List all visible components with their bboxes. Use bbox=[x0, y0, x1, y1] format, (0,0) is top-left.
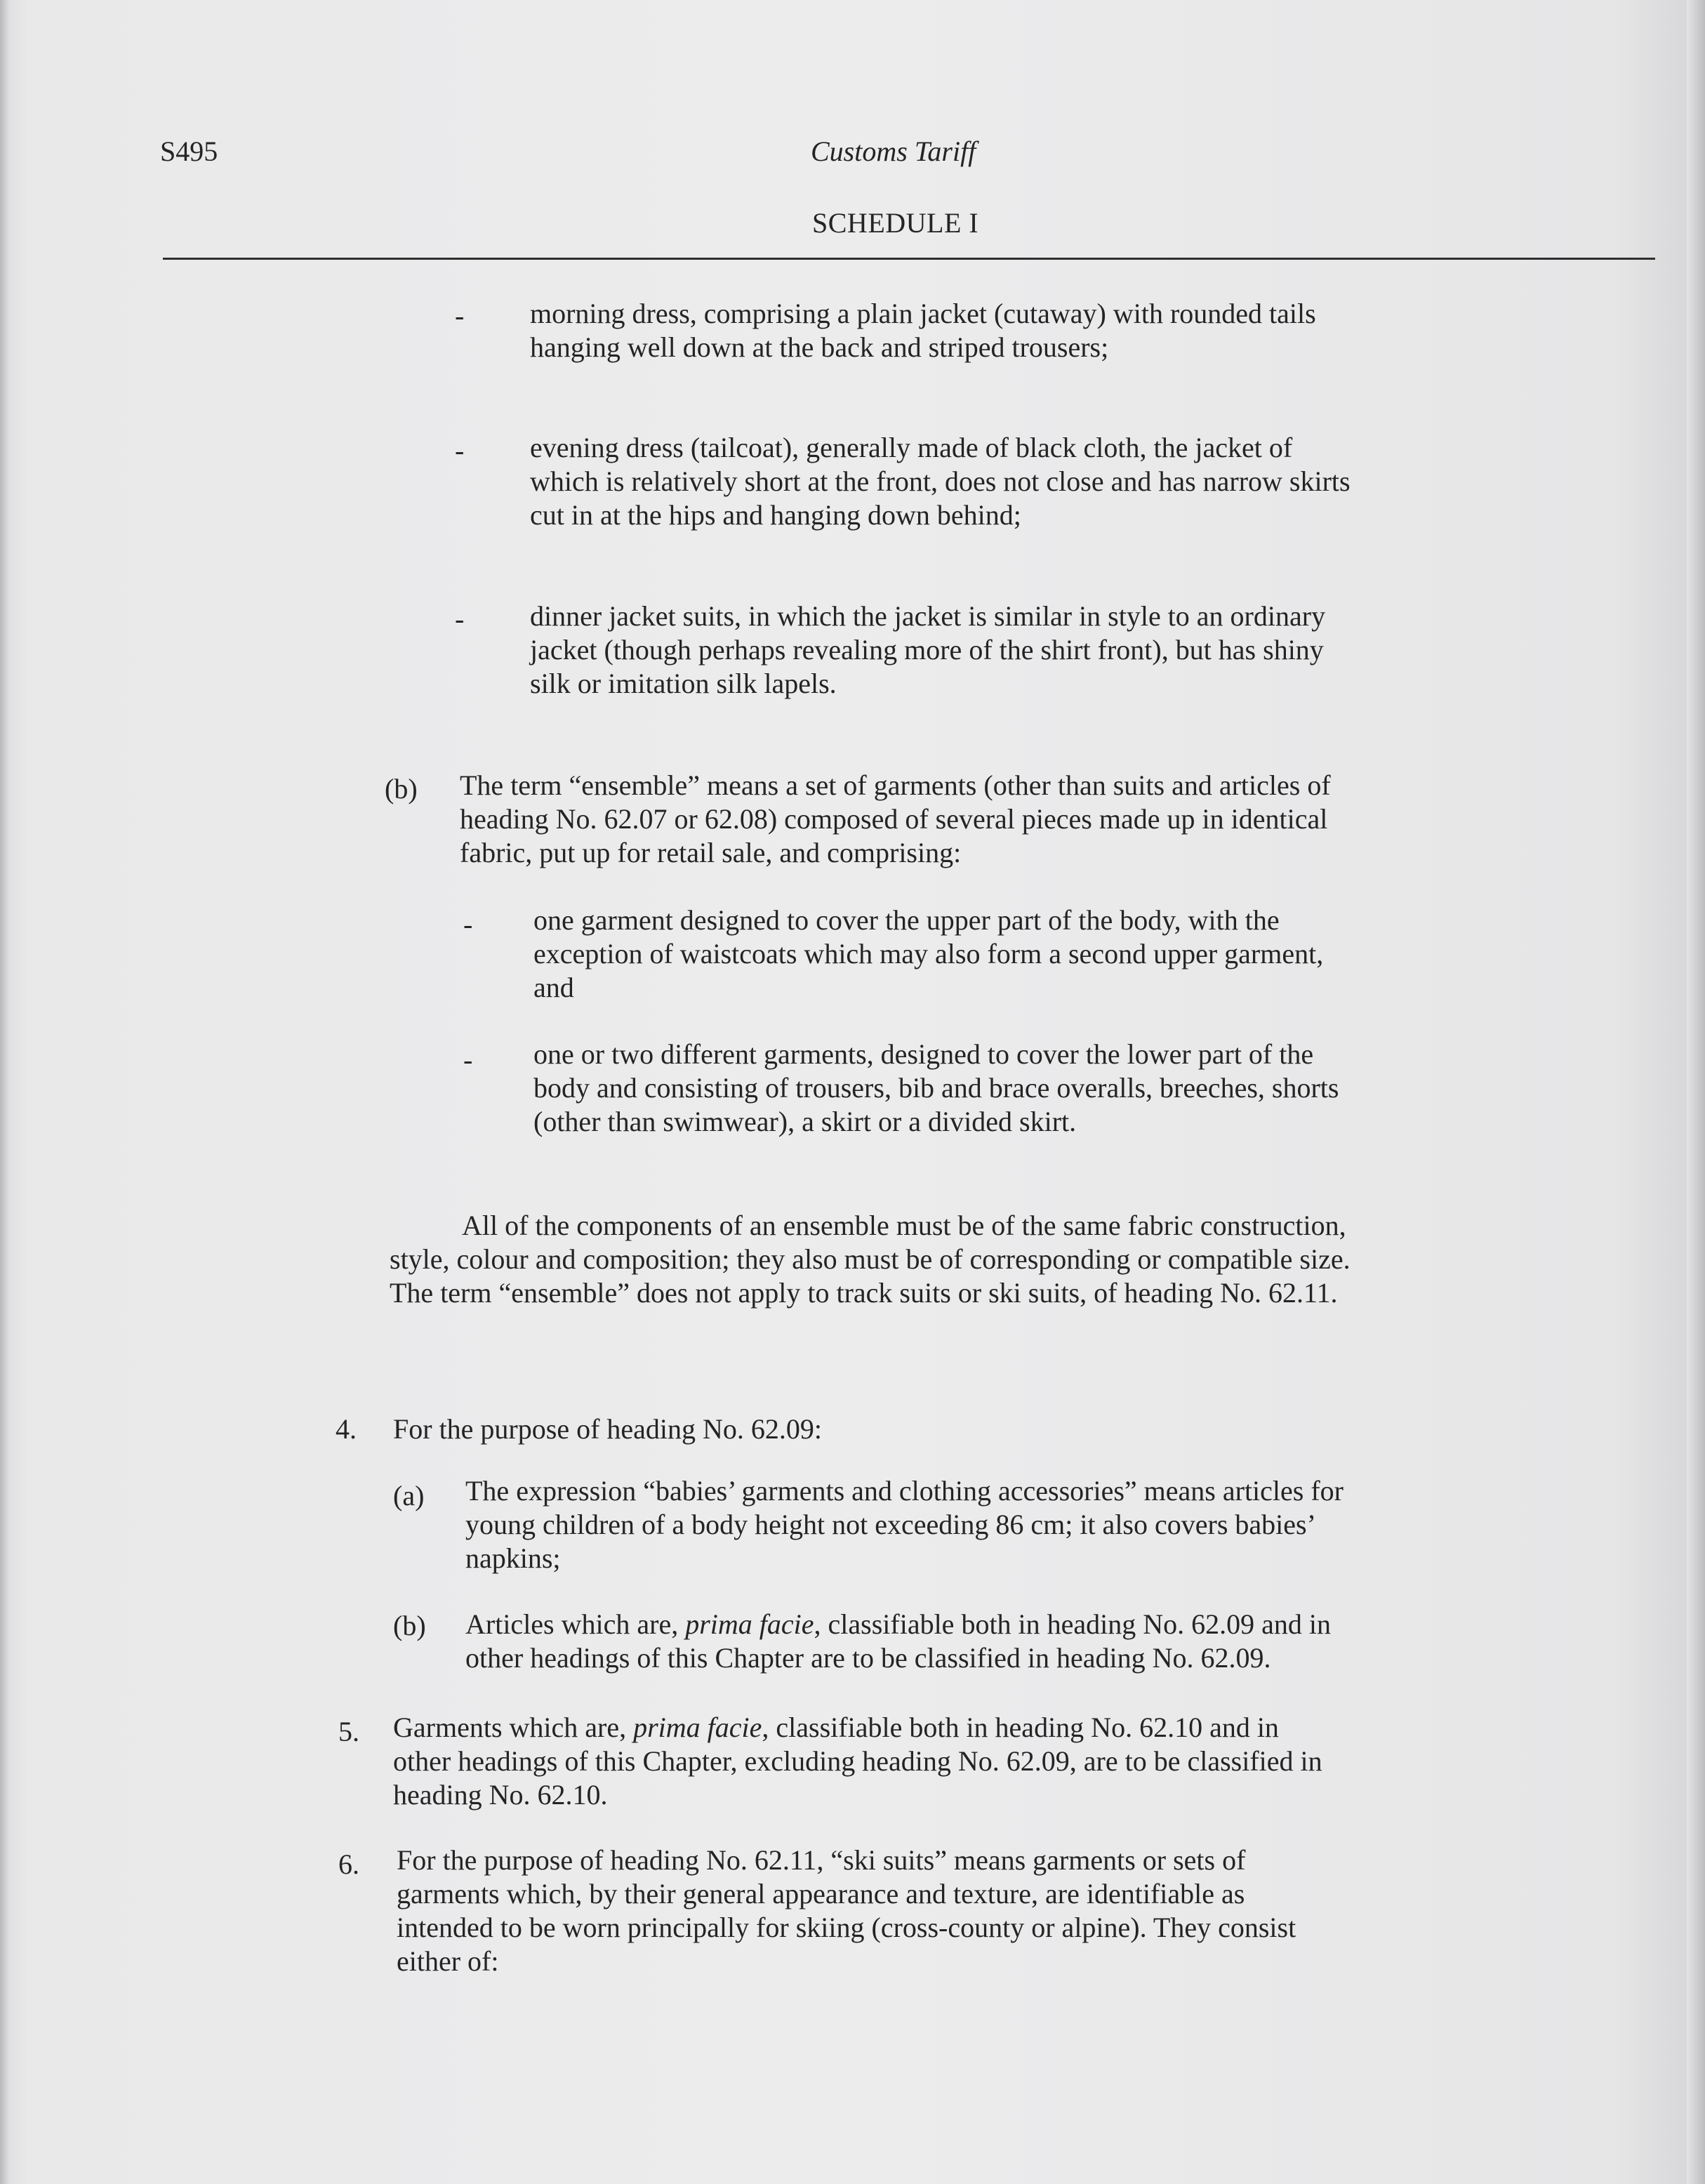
text-line: (other than swimwear), a skirt or a divided skirt. bbox=[533, 1106, 1077, 1137]
text-line bbox=[393, 1711, 1322, 1745]
text-line: The term “ensemble” does not apply to track suits or ski suits, of heading No. 62.11. bbox=[390, 1277, 1338, 1309]
text-line: silk or imitation silk lapels. bbox=[530, 668, 837, 699]
text-line: evening dress (tailcoat), generally made of black cloth, the jacket of bbox=[530, 432, 1293, 463]
note-text bbox=[397, 1844, 1296, 1978]
text-line: napkins; bbox=[465, 1542, 561, 1574]
text-line: dinner jacket suits, in which the jacket is similar in style to an ordinary bbox=[530, 600, 1326, 632]
text-line: other headings of this Chapter, excluding heading No. 62.09, are to be classified in bbox=[393, 1745, 1322, 1777]
page-left-shadow bbox=[0, 0, 10, 2184]
sub-item-marker: (a) bbox=[393, 1480, 425, 1511]
page-right-shadow bbox=[1687, 0, 1705, 2184]
text-line: other headings of this Chapter are to be classified in heading No. 62.09. bbox=[465, 1642, 1271, 1674]
text-line: heading No. 62.10. bbox=[393, 1779, 608, 1811]
dash-item-text bbox=[530, 297, 1316, 364]
note-text: For the purpose of heading No. 62.09: bbox=[393, 1413, 823, 1445]
dash-marker: - bbox=[455, 300, 465, 331]
sub-item-text bbox=[465, 1608, 1331, 1675]
text-line: intended to be worn principally for skiing (cross-county or alpine). They consist bbox=[397, 1912, 1296, 1943]
note-number: 6. bbox=[338, 1848, 359, 1880]
ensemble-paragraph bbox=[390, 1209, 1351, 1310]
sub-item-marker: (b) bbox=[385, 773, 418, 805]
italic-text: prima facie bbox=[685, 1608, 814, 1640]
text-line: exception of waistcoats which may also form a second upper garment, bbox=[533, 938, 1324, 969]
text-line: cut in at the hips and hanging down behind; bbox=[530, 499, 1021, 531]
italic-text: prima facie bbox=[633, 1712, 762, 1743]
page-number: S495 bbox=[160, 135, 218, 167]
text-line: fabric, put up for retail sale, and comprising: bbox=[460, 837, 962, 868]
sub-item-text bbox=[460, 769, 1331, 870]
text-line: which is relatively short at the front, does not close and has narrow skirts bbox=[530, 465, 1351, 497]
text-line: one or two different garments, designed to cover the lower part of the bbox=[533, 1038, 1314, 1070]
text-line: and bbox=[533, 972, 574, 1003]
text-line: either of: bbox=[397, 1945, 499, 1977]
dash-marker: - bbox=[463, 908, 473, 940]
text-line: All of the components of an ensemble must be of the same fabric construction, bbox=[462, 1210, 1346, 1241]
running-title: Customs Tariff bbox=[811, 135, 976, 167]
text-line: For the purpose of heading No. 62.11, “ski suits” means garments or sets of bbox=[397, 1844, 1246, 1876]
dash-item-text bbox=[533, 1038, 1339, 1139]
text-span: , classifiable both in heading No. 62.09 and in bbox=[814, 1608, 1332, 1640]
text-line: one garment designed to cover the upper part of the body, with the bbox=[533, 904, 1280, 936]
dash-marker: - bbox=[463, 1044, 473, 1076]
text-span: Articles which are, bbox=[465, 1608, 686, 1640]
dash-item-text bbox=[533, 904, 1323, 1005]
text-span: , classifiable both in heading No. 62.10 and in bbox=[762, 1712, 1279, 1743]
note-text bbox=[393, 1711, 1322, 1812]
text-line: young children of a body height not exceeding 86 cm; it also covers babies’ bbox=[465, 1509, 1316, 1540]
text-line: morning dress, comprising a plain jacket (cutaway) with rounded tails bbox=[530, 298, 1316, 329]
sub-item-marker: (b) bbox=[393, 1610, 426, 1641]
dash-item-text bbox=[530, 431, 1351, 532]
header-rule bbox=[163, 258, 1655, 260]
text-line: The expression “babies’ garments and clothing accessories” means articles for bbox=[465, 1475, 1344, 1507]
text-line bbox=[465, 1608, 1331, 1641]
text-span: Garments which are, bbox=[393, 1712, 634, 1743]
dash-marker: - bbox=[455, 435, 465, 466]
note-number: 5. bbox=[338, 1716, 359, 1747]
dash-item-text bbox=[530, 600, 1325, 701]
text-line: jacket (though perhaps revealing more of the shirt front), but has shiny bbox=[530, 634, 1324, 666]
text-line: body and consisting of trousers, bib and brace overalls, breeches, shorts bbox=[533, 1072, 1339, 1104]
text-line: The term “ensemble” means a set of garments (other than suits and articles of bbox=[460, 769, 1331, 801]
note-number: 4. bbox=[336, 1413, 357, 1445]
text-line: hanging well down at the back and striped trousers; bbox=[530, 331, 1109, 363]
text-line: garments which, by their general appearance and texture, are identifiable as bbox=[397, 1878, 1245, 1910]
text-line: heading No. 62.07 or 62.08) composed of several pieces made up in identical bbox=[460, 803, 1328, 835]
schedule-heading: SCHEDULE I bbox=[812, 207, 979, 239]
sub-item-text bbox=[465, 1474, 1344, 1575]
dash-marker: - bbox=[455, 603, 465, 635]
text-line: style, colour and composition; they also must be of corresponding or compatible size. bbox=[390, 1243, 1351, 1275]
